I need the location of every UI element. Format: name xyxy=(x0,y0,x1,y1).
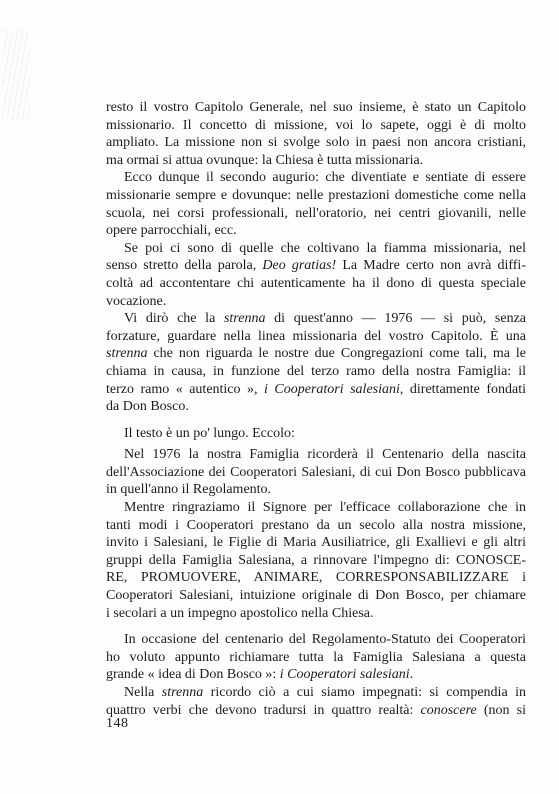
text-line: tanti modi i Cooperatori prestano da un secolo alla nostra missione, xyxy=(106,517,526,533)
text-line: Il testo è un po' lungo. Eccolo: xyxy=(124,425,295,441)
text-line: Se poi ci sono di quelle che coltivano la fiamma missionaria, nel xyxy=(124,240,526,256)
text-line: ampliato. La missione non si svolge solo in paesi non ancora cristiani, xyxy=(106,135,526,151)
text-line: gruppi della Famiglia Salesiana, a rinnovare l'impegno di: CONOSCE- xyxy=(106,552,526,568)
paragraph xyxy=(106,99,526,169)
text-line: missionarie sempre e dovunque: nelle prestazioni domestiche come nella xyxy=(106,187,526,203)
text-line: vocazione. xyxy=(106,293,167,309)
text-line: in quell'anno il Regolamento. xyxy=(106,482,272,498)
text-line: dell'Associazione dei Cooperatori Salesiani, di cui Don Bosco pubblicava xyxy=(106,464,526,480)
text-line: In occasione del centenario del Regolamento-Statuto dei Cooperatori xyxy=(124,632,526,648)
text-line: missionario. Il concetto di missione, voi lo sapete, oggi è di molto xyxy=(106,117,526,133)
text-line: Vi dirò che la strenna di quest'anno — 1976 — si può, senza xyxy=(124,311,526,327)
text-line: strenna che non riguarda le nostre due Congregazioni come tali, ma le xyxy=(106,346,526,362)
text-line: RE, PROMUOVERE, ANIMARE, CORRESPONSABILIZZARE i xyxy=(106,570,526,586)
text-line: terzo ramo « autentico », i Cooperatori salesiani, direttamente fondati xyxy=(106,381,527,397)
text-line: coltà ad accontentare chi autenticamente ha il dono di questa speciale xyxy=(106,275,526,291)
text-line: Cooperatori Salesiani, intuizione originale di Don Bosco, per chiamare xyxy=(106,588,526,604)
text-line: Mentre ringraziamo il Signore per l'efficace collaborazione che in xyxy=(124,500,526,516)
text-line: da Don Bosco. xyxy=(106,399,189,415)
text-line: grande « idea di Don Bosco »: i Cooperatori salesiani. xyxy=(106,667,414,683)
text-line: opere parrocchiali, ecc. xyxy=(106,223,237,239)
text-line: Nella strenna ricordo ciò a cui siamo impegnati: si compendia in xyxy=(124,685,526,700)
text-line: senso stretto della parola, Deo gratias! La Madre certo non avrà diffi- xyxy=(106,258,526,274)
text-line: Nel 1976 la nostra Famiglia ricorderà il Centenario della nascita xyxy=(124,447,526,463)
text-line: Ecco dunque il secondo augurio: che diventiate e sentiate di essere xyxy=(124,170,526,186)
text-line: ma ormai si attua ovunque: la Chiesa è tutta missionaria. xyxy=(106,152,424,168)
text-line: resto il vostro Capitolo Generale, nel suo insieme, è stato un Capitolo xyxy=(106,100,526,115)
paragraph xyxy=(106,425,526,443)
paragraph xyxy=(106,310,526,416)
paragraph xyxy=(106,169,526,239)
body-text xyxy=(106,99,526,719)
text-line: quattro verbi che devono tradursi in quattro realtà: conoscere (non si xyxy=(106,702,526,718)
paragraph xyxy=(106,240,526,310)
scan-margin-mark xyxy=(2,30,30,120)
paragraph xyxy=(106,684,526,719)
text-line: scuola, nei corsi professionali, nell'oratorio, nei centri giovanili, nelle xyxy=(106,205,526,221)
text-line: i secolari a un impegno apostolico nella Chiesa. xyxy=(106,605,374,621)
paragraph xyxy=(106,499,526,622)
text-line: invito i Salesiani, le Figlie di Maria Ausiliatrice, gli Exallievi e gli altri xyxy=(106,535,526,551)
text-line: ho voluto appunto richiamare tutta la Famiglia Salesiana a questa xyxy=(106,649,526,665)
text-line: forzature, guardare nella linea missionaria del vostro Capitolo. È una xyxy=(106,328,526,344)
text-line: chiama in causa, in funzione del terzo ramo della nostra Famiglia: il xyxy=(106,363,526,379)
paragraph xyxy=(106,631,526,684)
paragraph xyxy=(106,446,526,499)
page-number: 148 xyxy=(106,716,129,731)
